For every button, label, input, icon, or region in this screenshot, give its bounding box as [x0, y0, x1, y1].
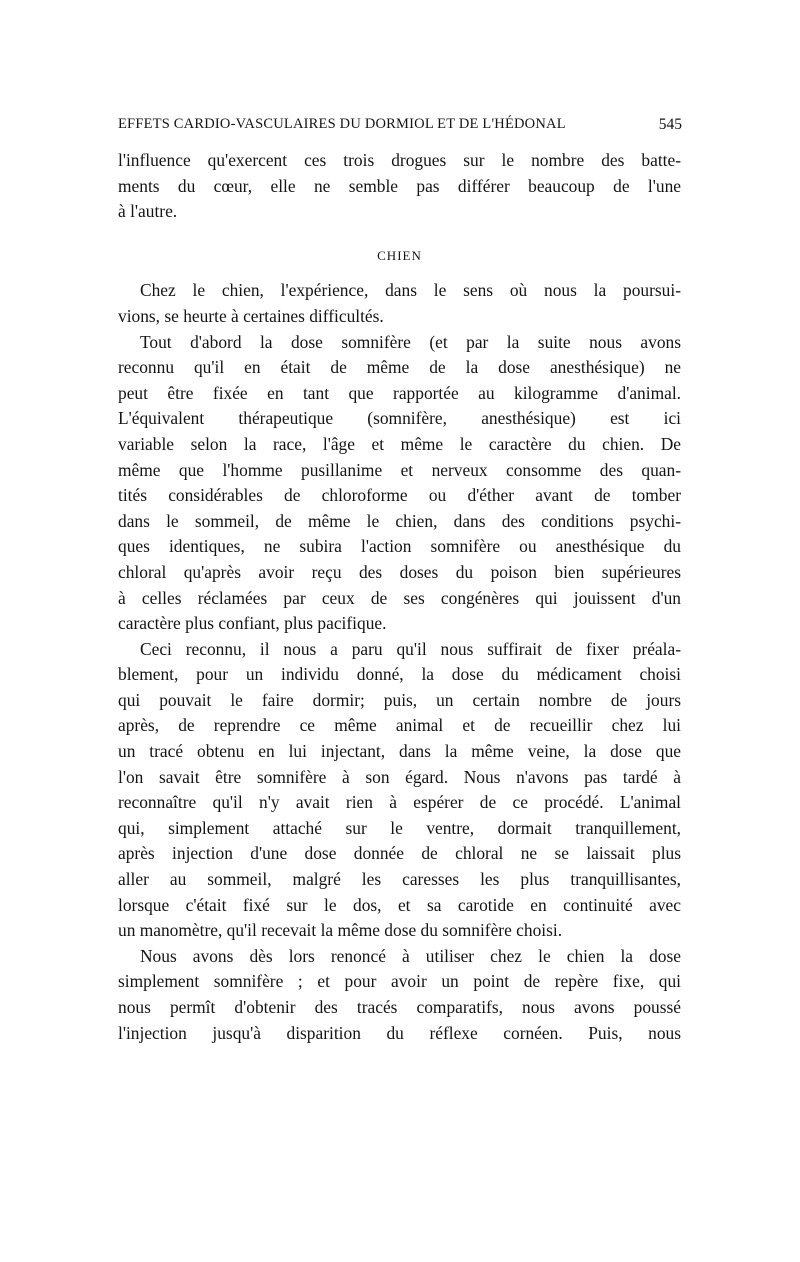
page-number: 545	[658, 116, 682, 133]
text-line: l'influence qu'exercent ces trois drogues sur le nombre des batte-	[118, 150, 681, 170]
running-head	[118, 116, 682, 140]
section-heading: CHIEN	[377, 247, 422, 263]
text-line: Tout d'abord la dose somnifère (et par la suite nous avons	[140, 331, 681, 352]
text-line: l'injection jusqu'à disparition du réflexe cornéen. Puis, nous	[118, 1022, 681, 1043]
text-line: l'on savait être somnifère à son égard. Nous n'avons pas tardé à	[118, 766, 681, 787]
paragraph	[118, 278, 681, 329]
text-line: dans le sommeil, de même le chien, dans des conditions psychi-	[118, 510, 681, 531]
text-line: qui, simplement attaché sur le ventre, dormait tranquillement,	[118, 817, 681, 838]
body-text	[118, 148, 681, 1046]
text-line: nous permît d'obtenir des tracés comparatifs, nous avons poussé	[118, 997, 681, 1017]
text-line: reconnaître qu'il n'y avait rien à espérer de ce procédé. L'animal	[118, 792, 681, 813]
text-line: blement, pour un individu donné, la dose du médicament choisi	[118, 664, 681, 685]
text-line: aller au sommeil, malgré les caresses les plus tranquillisantes,	[118, 869, 681, 890]
paragraph	[118, 330, 681, 637]
text-line: ques identiques, ne subira l'action somnifère ou anesthésique du	[118, 536, 681, 557]
text-line: même que l'homme pusillanime et nerveux consomme des quan-	[118, 459, 681, 480]
text-line: simplement somnifère ; et pour avoir un point de repère fixe, qui	[118, 971, 681, 992]
text-line: peut être fixée en tant que rapportée au kilogramme d'animal.	[118, 382, 681, 403]
text-line: vions, se heurte à certaines difficultés.	[118, 305, 384, 326]
text-line: L'équivalent thérapeutique (somnifère, anesthésique) est ici	[118, 408, 681, 429]
text-line: à l'autre.	[118, 201, 178, 222]
text-line: ments du cœur, elle ne semble pas différer beaucoup de l'une	[118, 175, 681, 196]
paragraph	[118, 637, 681, 944]
text-line: tités considérables de chloroforme ou d'éther avant de tomber	[118, 485, 681, 506]
text-line: à celles réclamées par ceux de ses congénères qui jouissent d'un	[118, 587, 681, 608]
text-line: reconnu qu'il en était de même de la dose anesthésique) ne	[118, 357, 681, 378]
text-line: variable selon la race, l'âge et même le caractère du chien. De	[118, 433, 681, 454]
running-head-title: EFFETS CARDIO-VASCULAIRES DU DORMIOL ET DE L'HÉDONAL	[118, 116, 566, 132]
text-line: Ceci reconnu, il nous a paru qu'il nous suffirait de fixer préala-	[140, 638, 681, 659]
text-line: un tracé obtenu en lui injectant, dans la même veine, la dose que	[118, 741, 681, 762]
text-line: Nous avons dès lors renoncé à utiliser chez le chien la dose	[140, 945, 681, 966]
text-line: lorsque c'était fixé sur le dos, et sa carotide en continuité avec	[118, 894, 681, 915]
text-line: un manomètre, qu'il recevait la même dose du somnifère choisi.	[118, 920, 563, 941]
paragraph	[118, 944, 681, 1046]
text-line: après injection d'une dose donnée de chloral ne se laissait plus	[118, 843, 681, 864]
text-line: chloral qu'après avoir reçu des doses du poison bien supérieures	[118, 561, 681, 582]
text-line: Chez le chien, l'expérience, dans le sens où nous la poursui-	[140, 280, 681, 301]
text-line: après, de reprendre ce même animal et de recueillir chez lui	[118, 715, 681, 736]
intro-paragraph	[118, 148, 681, 225]
text-line: caractère plus confiant, plus pacifique.	[118, 613, 387, 634]
text-line: qui pouvait le faire dormir; puis, un certain nombre de jours	[118, 689, 681, 710]
